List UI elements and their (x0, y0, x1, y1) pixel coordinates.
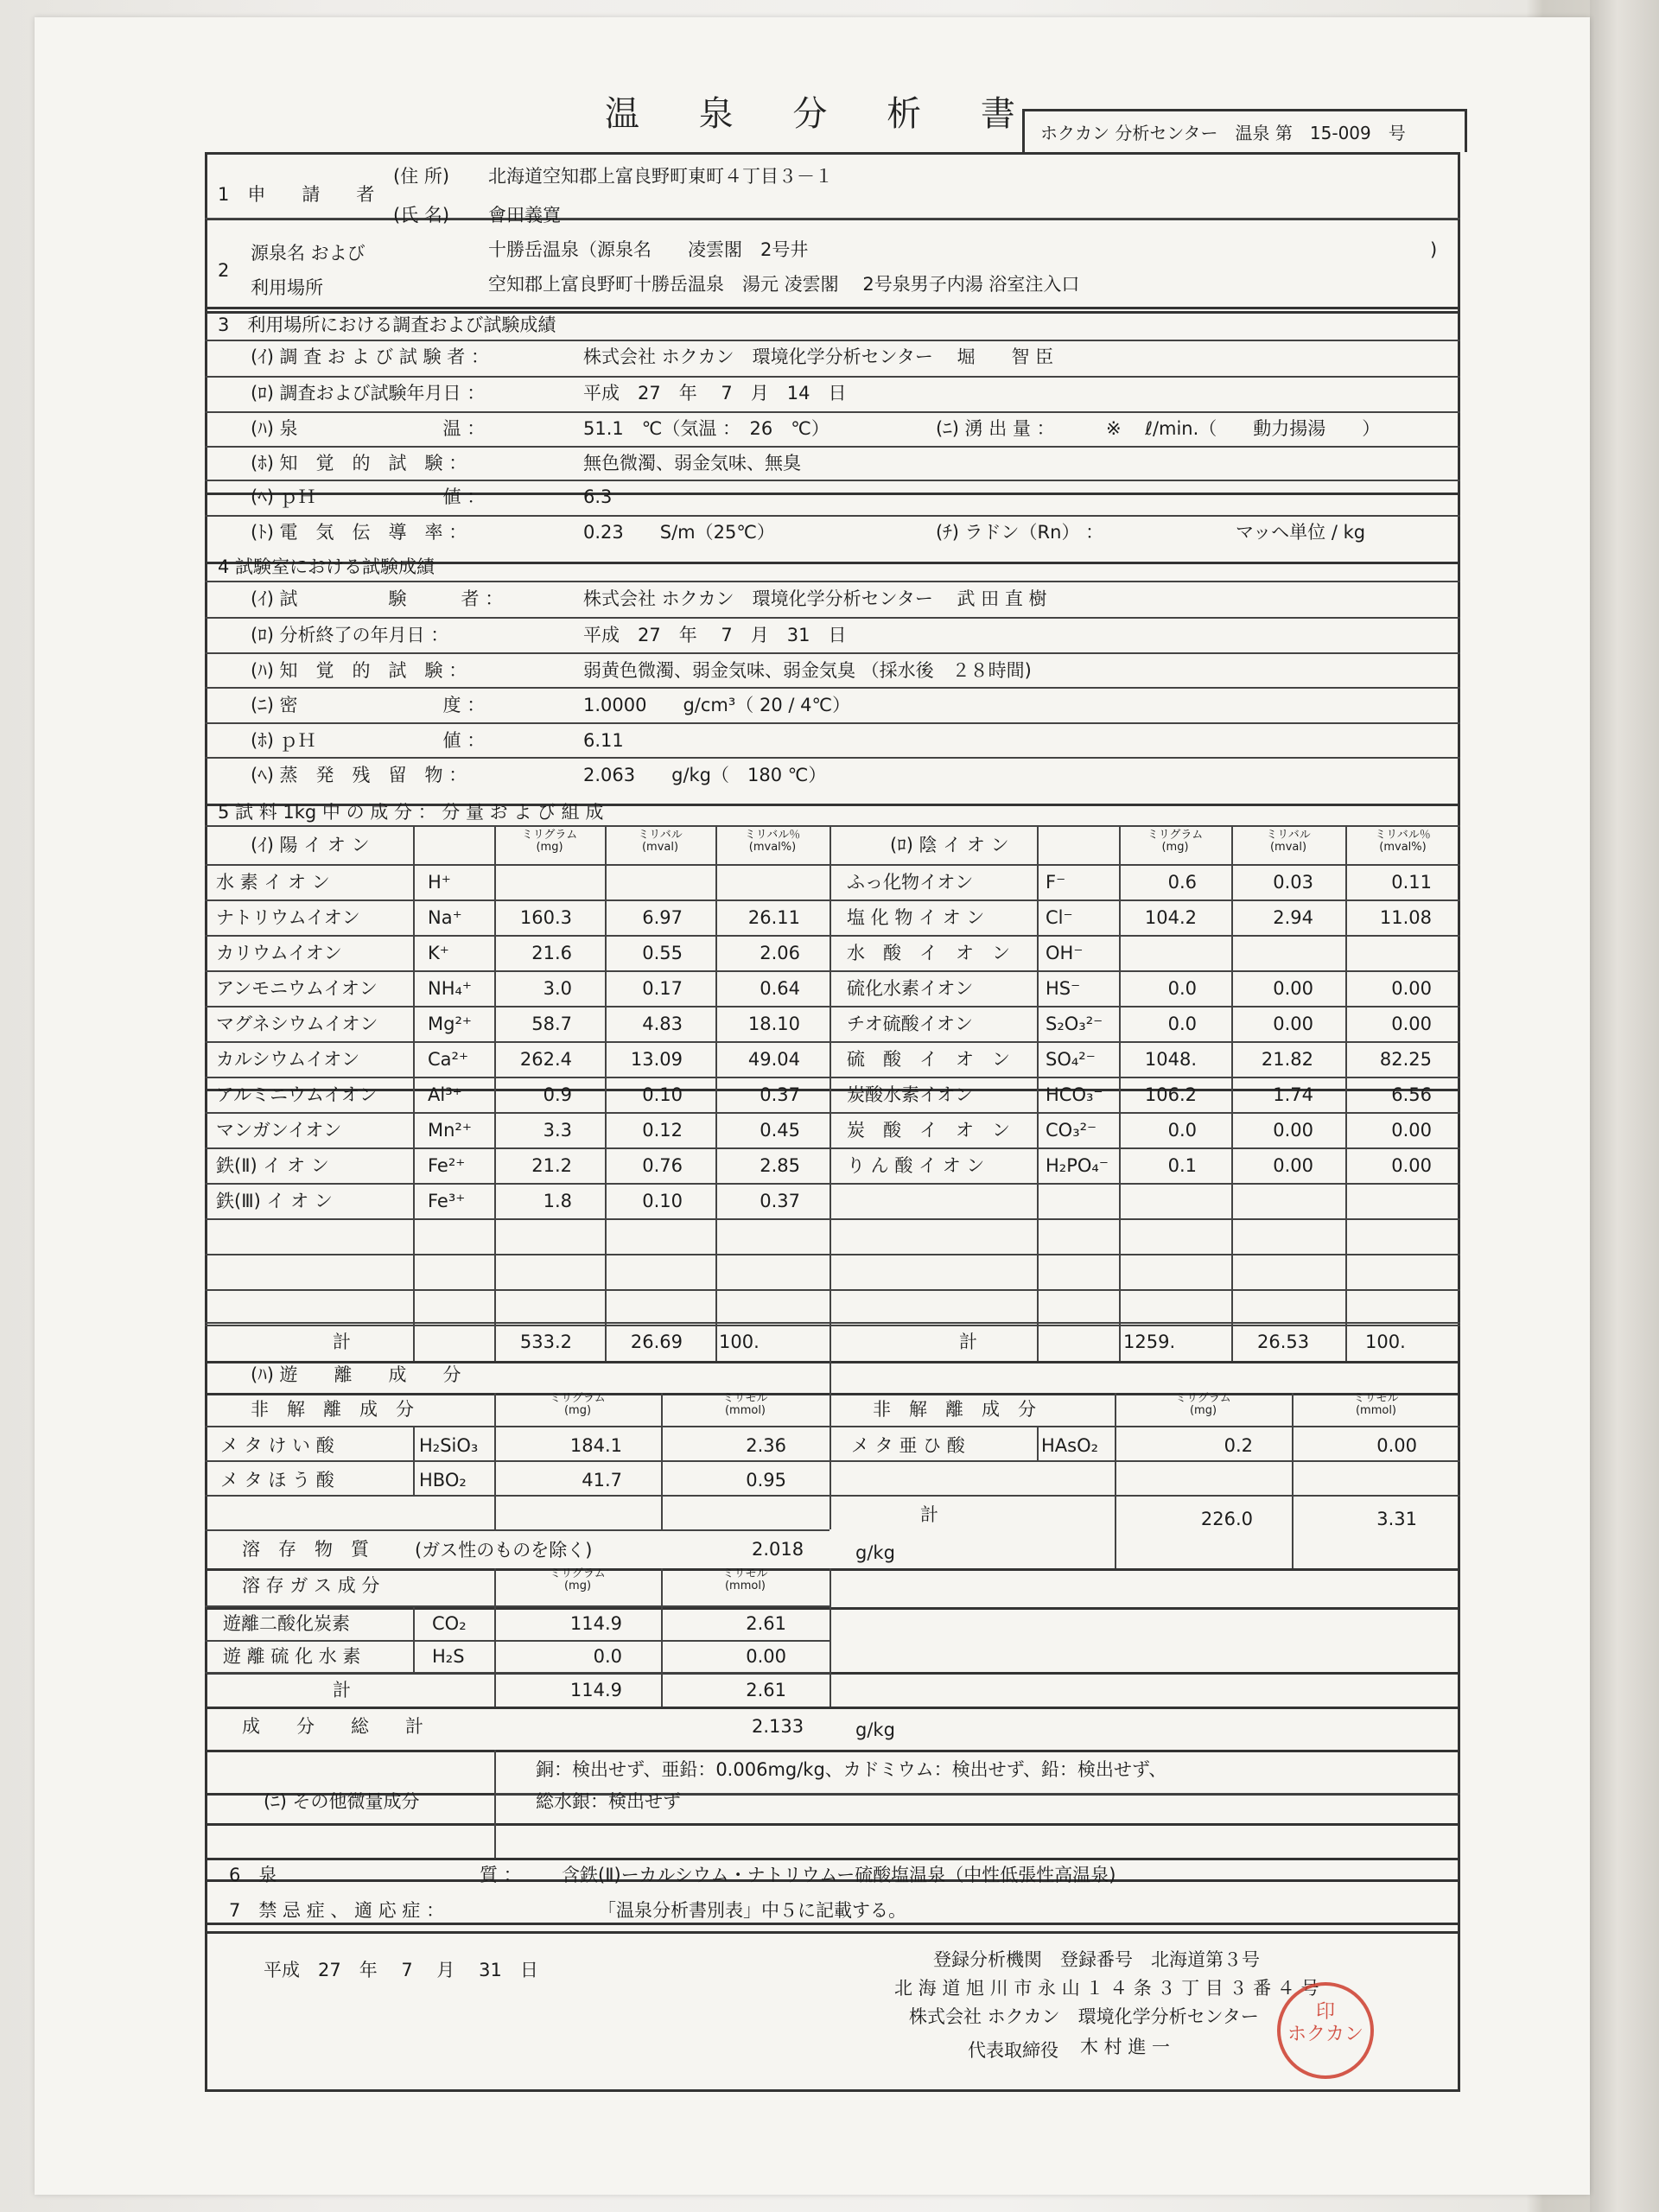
gas-name: 遊離二酸化炭素 (223, 1613, 350, 1634)
gas-mg-header: ミリグラム (mg) (550, 1567, 606, 1592)
radon-label: (ﾁ) ラドン（Rn） ： (936, 522, 1104, 543)
gas-mmol-header: ミリモル (mmol) (722, 1567, 768, 1592)
cation-name: マグネシウムイオン (216, 1014, 378, 1034)
anion-total-mg: 1259. (1123, 1332, 1176, 1352)
cation-name: カルシウムイオン (216, 1049, 360, 1070)
total-components-unit: g/kg (855, 1719, 895, 1740)
survey-value: 0.23 S/m（25℃） (583, 522, 775, 543)
lab-value: 1.0000 g/cm³（ 20 / 4℃） (583, 695, 851, 715)
free-symbol: HBO₂ (419, 1470, 467, 1491)
column-line (1037, 825, 1039, 1361)
rule-line (205, 1750, 1460, 1752)
anion-mg: 0.0 (1167, 1014, 1197, 1034)
free-name-right: メ タ 亜 ひ 酸 (851, 1435, 965, 1456)
rule-line (205, 864, 1460, 866)
cation-mval: 13.09 (630, 1049, 683, 1070)
rule-line (205, 1077, 1460, 1078)
survey-value: 株式会社 ホクカン 環境化学分析センター 堀 智 臣 (583, 346, 1054, 367)
rule-line (205, 899, 1460, 901)
rule-line (205, 1112, 1460, 1114)
rule-line (205, 1707, 1460, 1709)
anion-mval: 0.00 (1273, 978, 1313, 999)
section-1-label: 1 申 請 者 (218, 184, 375, 205)
anion-symbol: F⁻ (1046, 872, 1066, 893)
free-name: メ タ ほ う 酸 (220, 1470, 334, 1491)
rule-line (205, 307, 1460, 309)
cation-header: (ｲ) 陽 イ オ ン (251, 835, 370, 855)
cation-name: アルミニウムイオン (216, 1084, 378, 1105)
column-header: ミリバル (mval) (638, 829, 683, 854)
dissolved-value: 2.018 (752, 1539, 804, 1560)
cation-mval: 0.76 (642, 1155, 683, 1176)
cation-name: 鉄(Ⅲ) イ オ ン (216, 1191, 333, 1211)
anion-pct: 0.11 (1391, 872, 1432, 893)
anion-mval: 0.00 (1273, 1014, 1313, 1034)
wall-edge (1590, 0, 1659, 2212)
section-5-title: 5 試 料 1kg 中 の 成 分 ： 分 量 お よ び 組 成 (218, 802, 604, 823)
rule-line (205, 1923, 1460, 1925)
quality-value: 含鉄(Ⅱ)ーカルシウム・ナトリウムー硫酸塩温泉（中性低張性高温泉) (562, 1865, 1116, 1885)
anion-name: チオ硫酸イオン (847, 1014, 973, 1034)
survey-value: 無色微濁、弱金気味、無臭 (583, 453, 801, 474)
footer-rep-name: 木 村 進 一 (1080, 2037, 1171, 2057)
rule-line (205, 825, 1460, 827)
lab-label: (ﾛ) 分析終了の年月日 ： (251, 625, 449, 645)
free-mg-header-right: ミリグラム (mg) (1175, 1392, 1231, 1417)
rule-line (205, 1529, 830, 1531)
rule-line (205, 652, 1460, 654)
cation-mg: 21.2 (531, 1155, 572, 1176)
source-close: ) (1430, 239, 1438, 260)
cation-symbol: Ca²⁺ (428, 1049, 469, 1070)
anion-pct: 0.00 (1391, 978, 1432, 999)
column-line (830, 1568, 831, 1707)
cation-mval: 0.17 (642, 978, 683, 999)
cation-mg: 0.9 (543, 1084, 572, 1105)
indication-value: 「温泉分析書別表」中５に記載する。 (598, 1900, 906, 1921)
rule-line (205, 1289, 1460, 1291)
anion-total-pct: 100. (1365, 1332, 1406, 1352)
anion-name: 炭酸水素イオン (847, 1084, 974, 1105)
anion-symbol: S₂O₃²⁻ (1046, 1014, 1103, 1034)
address-label: (住 所) (393, 166, 450, 187)
anion-pct: 11.08 (1379, 907, 1432, 928)
cation-total-mg: 533.2 (519, 1332, 572, 1352)
anion-name: 水 酸 イ オ ン (847, 943, 1010, 963)
cation-symbol: Na⁺ (428, 907, 462, 928)
anion-symbol: H₂PO₄⁻ (1046, 1155, 1109, 1176)
name-value: 會田義寛 (488, 205, 561, 226)
rule-line (205, 1607, 1460, 1610)
lab-label: (ﾍ) 蒸 発 残 留 物 ： (251, 765, 467, 785)
gas-total-mmol: 2.61 (746, 1680, 786, 1700)
cation-symbol: Mn²⁺ (428, 1120, 472, 1141)
rule-line (205, 722, 1460, 724)
cation-name: カリウムイオン (216, 943, 342, 963)
cation-mval: 6.97 (642, 907, 683, 928)
anion-name: り ん 酸 イ オ ン (847, 1155, 985, 1176)
gas-total-label: 計 (333, 1680, 351, 1700)
rule-line (205, 1218, 1460, 1220)
cation-symbol: H⁺ (428, 872, 451, 893)
gas-total-mg: 114.9 (569, 1680, 622, 1700)
rule-line (205, 687, 1460, 689)
free-mg-right: 0.2 (1224, 1435, 1253, 1456)
cation-symbol: Fe²⁺ (428, 1155, 466, 1176)
cation-mval: 0.55 (642, 943, 683, 963)
column-line (830, 825, 831, 1361)
address-value: 北海道空知郡上富良野町東町４丁目３－１ (488, 166, 833, 187)
cation-name: 鉄(Ⅱ) イ オ ン (216, 1155, 329, 1176)
column-line (1292, 1393, 1294, 1568)
free-total-mg: 226.0 (1200, 1509, 1253, 1529)
column-line (1037, 1426, 1039, 1460)
anion-mval: 0.03 (1273, 872, 1313, 893)
rule-line (205, 935, 1460, 937)
anion-mg: 0.1 (1167, 1155, 1197, 1176)
cation-pct: 0.45 (760, 1120, 800, 1141)
gas-name: 遊 離 硫 化 水 素 (223, 1646, 361, 1667)
section-3-title: 3 利用場所における調査および試験成績 (218, 315, 556, 335)
cation-symbol: Fe³⁺ (428, 1191, 466, 1211)
name-label: (氏 名) (393, 205, 450, 226)
rule-line (205, 1605, 830, 1607)
rule-line (205, 1858, 1460, 1860)
anion-total-mval: 26.53 (1257, 1332, 1310, 1352)
cation-pct: 0.64 (760, 978, 800, 999)
cation-symbol: NH₄⁺ (428, 978, 473, 999)
rule-line (205, 1254, 1460, 1255)
anion-symbol: HCO₃⁻ (1046, 1084, 1103, 1105)
gas-symbol: CO₂ (432, 1613, 467, 1634)
rule-line (205, 446, 1460, 448)
anion-mg: 0.6 (1167, 872, 1197, 893)
anion-symbol: OH⁻ (1046, 943, 1084, 963)
cation-mval: 4.83 (642, 1014, 683, 1034)
rule-line (205, 376, 1460, 378)
anion-symbol: Cl⁻ (1046, 907, 1073, 928)
column-line (1115, 1393, 1116, 1568)
indication-label: 7 禁 忌 症 、 適 応 症 ： (229, 1900, 445, 1921)
anion-header: (ﾛ) 陰 イ オ ン (890, 835, 1009, 855)
cation-symbol: K⁺ (428, 943, 449, 963)
gas-mmol: 0.00 (746, 1646, 786, 1667)
cation-pct: 0.37 (760, 1084, 800, 1105)
lab-label: (ﾆ) 密 度 ： (251, 695, 486, 715)
trace-line-1: 銅：検出せず、亜鉛：0.006mg/kg、カドミウム：検出せず、鉛：検出せず、 (536, 1759, 1167, 1780)
anion-mg: 106.2 (1144, 1084, 1197, 1105)
rule-line (205, 480, 1460, 481)
lab-value: 6.11 (583, 730, 624, 751)
free-mg-header: ミリグラム (mg) (550, 1392, 606, 1417)
nondiss-header-left: 非 解 離 成 分 (251, 1399, 414, 1420)
anion-symbol: SO₄²⁻ (1046, 1049, 1096, 1070)
radon-value: マッヘ単位 / kg (1236, 522, 1366, 543)
survey-label: (ﾊ) 泉 温 ： (251, 418, 486, 439)
rule-line (205, 1041, 1460, 1043)
cation-mg: 21.6 (531, 943, 572, 963)
rule-line (205, 515, 1460, 517)
rule-line (205, 1568, 1460, 1571)
gas-header: 溶 存 ガ ス 成 分 (242, 1575, 380, 1596)
total-components-label: 成 分 総 計 (242, 1716, 423, 1737)
survey-value: 平成 27 年 7 月 14 日 (583, 383, 847, 404)
column-header: ミリバル (mval) (1266, 829, 1311, 854)
source-label: 源泉名 および (251, 243, 365, 264)
rule-line (205, 1322, 1460, 1324)
rule-line (205, 1672, 830, 1674)
free-mg: 41.7 (582, 1470, 622, 1491)
flow-label: (ﾆ) 湧 出 量 ： (936, 418, 1055, 439)
free-mmol-header: ミリモル (mmol) (722, 1392, 768, 1417)
cation-pct: 2.06 (760, 943, 800, 963)
anion-pct: 0.00 (1391, 1155, 1432, 1176)
cation-name: アンモニウムイオン (216, 978, 378, 999)
anion-mval: 0.00 (1273, 1120, 1313, 1141)
rule-line (205, 1183, 1460, 1185)
trace-line-2: 総水銀：検出せず (536, 1791, 681, 1812)
rule-line (205, 617, 1460, 619)
document-number: ホクカン 分析センター 温泉 第 15-009 号 (1022, 109, 1467, 152)
section-4-title: 4 試験室における試験成績 (218, 556, 435, 577)
anion-symbol: CO₃²⁻ (1046, 1120, 1097, 1141)
anion-mg: 0.0 (1167, 1120, 1197, 1141)
cation-pct: 26.11 (747, 907, 800, 928)
dissolved-unit: g/kg (855, 1542, 895, 1563)
rule-line (205, 1460, 1460, 1462)
anion-mg: 104.2 (1144, 907, 1197, 928)
anion-total-label: 計 (959, 1332, 977, 1352)
lab-value: 平成 27 年 7 月 31 日 (583, 625, 847, 645)
rule-line (205, 1426, 1460, 1427)
lab-label: (ｲ) 試 験 者 ： (251, 588, 504, 609)
cation-mval: 0.10 (642, 1191, 683, 1211)
total-components-value: 2.133 (752, 1716, 804, 1737)
quality-label: 6 泉 (229, 1865, 277, 1885)
anion-name: ふっ化物イオン (847, 872, 974, 893)
cation-name: ナトリウムイオン (216, 907, 360, 928)
lab-value: 弱黄色微濁、弱金気味、弱金気臭 （採水後 ２８時間) (583, 660, 1032, 681)
gas-mmol: 2.61 (746, 1613, 786, 1634)
trace-label: (ﾆ) その他微量成分 (264, 1791, 420, 1812)
rule-line (205, 1640, 830, 1642)
cation-symbol: Mg²⁺ (428, 1014, 472, 1034)
footer-rep-label: 代表取締役 (968, 2040, 1058, 2061)
rule-line (205, 581, 1460, 582)
footer-date: 平成 27 年 7 月 31 日 (264, 1960, 538, 1980)
column-line (494, 1750, 496, 1858)
anion-name: 塩 化 物 イ オ ン (847, 907, 985, 928)
rule-line (205, 1006, 1460, 1007)
cation-mg: 58.7 (531, 1014, 572, 1034)
cation-pct: 0.37 (760, 1191, 800, 1211)
anion-pct: 0.00 (1391, 1120, 1432, 1141)
cation-total-pct: 100. (719, 1332, 760, 1352)
flow-value: ※ ℓ/min.（ 動力揚湯 ） (1106, 418, 1381, 439)
cation-mg: 1.8 (543, 1191, 572, 1211)
cation-mg: 3.3 (543, 1120, 572, 1141)
survey-label: (ﾍ) ｐＨ 値 ： (251, 486, 486, 507)
survey-label: (ﾛ) 調査および試験年月日 ： (251, 383, 486, 404)
survey-label: (ﾎ) 知 覚 的 試 験 ： (251, 453, 467, 474)
cation-mval: 0.12 (642, 1120, 683, 1141)
cation-mval: 0.10 (642, 1084, 683, 1105)
cation-total-label: 計 (333, 1332, 351, 1352)
footer-org-2: 北 海 道 旭 川 市 永 山 １ ４ 条 ３ 丁 目 ３ 番 ４ 号 (894, 1978, 1319, 1999)
rule-line (205, 1931, 1460, 1934)
survey-value: 6.3 (583, 486, 613, 507)
anion-pct: 0.00 (1391, 1014, 1432, 1034)
footer-org-1: 登録分析機関 登録番号 北海道第３号 (933, 1949, 1260, 1970)
rule-line (830, 1495, 1460, 1497)
quality-label-2: 質 ： (480, 1865, 522, 1885)
cation-mg: 160.3 (519, 907, 572, 928)
rule-line (205, 757, 1460, 759)
anion-symbol: HS⁻ (1046, 978, 1081, 999)
footer-org-3: 株式会社 ホクカン 環境化学分析センター (909, 2006, 1259, 2027)
lab-label: (ﾊ) 知 覚 的 試 験 ： (251, 660, 467, 681)
survey-value: 51.1 ℃（気温 ： 26 ℃） (583, 418, 830, 439)
cation-name: 水 素 イ オ ン (216, 872, 330, 893)
rule-line (205, 970, 1460, 972)
free-mg: 184.1 (569, 1435, 622, 1456)
anion-mval: 2.94 (1273, 907, 1313, 928)
free-total-mmol: 3.31 (1376, 1509, 1417, 1529)
company-seal-stamp: 印 ホクカン (1277, 1982, 1374, 2079)
anion-mval: 21.82 (1261, 1049, 1313, 1070)
anion-pct: 82.25 (1379, 1049, 1432, 1070)
cation-pct: 2.85 (760, 1155, 800, 1176)
anion-name: 硫化水素イオン (847, 978, 974, 999)
document-title: 温 泉 分 析 書 (605, 94, 1039, 134)
lab-value: 2.063 g/kg（ 180 ℃） (583, 765, 827, 785)
column-header: ミリバル％ (mval%) (744, 829, 801, 854)
column-header: ミリバル％ (mval%) (1375, 829, 1431, 854)
free-mmol-header-right: ミリモル (mmol) (1353, 1392, 1399, 1417)
anion-mval: 0.00 (1273, 1155, 1313, 1176)
gas-mg: 0.0 (593, 1646, 622, 1667)
rule-line (205, 411, 1460, 413)
free-mmol: 0.95 (746, 1470, 786, 1491)
lab-value: 株式会社 ホクカン 環境化学分析センター 武 田 直 樹 (583, 588, 1047, 609)
anion-pct: 6.56 (1391, 1084, 1432, 1105)
nondiss-header-right: 非 解 離 成 分 (873, 1399, 1036, 1420)
cation-total-mval: 26.69 (630, 1332, 683, 1352)
cation-mg: 3.0 (543, 978, 572, 999)
anion-name: 硫 酸 イ オ ン (847, 1049, 1010, 1070)
survey-label: (ｲ) 調 査 お よ び 試 験 者 ： (251, 346, 489, 367)
free-total-label: 計 (920, 1504, 938, 1525)
dissolved-label: 溶 存 物 質 (242, 1539, 369, 1560)
cation-pct: 49.04 (747, 1049, 800, 1070)
free-symbol-right: HAsO₂ (1041, 1435, 1099, 1456)
dissolved-note: (ガス性のものを除く) (415, 1540, 593, 1560)
free-components-header: (ﾊ) 遊 離 成 分 (251, 1364, 461, 1385)
location-value: 空知郡上富良野町十勝岳温泉 湯元 凌雲閣 2号泉男子内湯 浴室注入口 (488, 274, 1080, 295)
free-name: メ タ け い 酸 (220, 1435, 334, 1456)
anion-mval: 1.74 (1273, 1084, 1313, 1105)
survey-label: (ﾄ) 電 気 伝 導 率 ： (251, 522, 467, 543)
anion-name: 炭 酸 イ オ ン (847, 1120, 1010, 1141)
cation-pct: 18.10 (747, 1014, 800, 1034)
rule-line (205, 1325, 1460, 1326)
column-line (830, 1361, 831, 1393)
free-mmol: 2.36 (746, 1435, 786, 1456)
source-value: 十勝岳温泉（源泉名 凌雲閣 2号井 (488, 239, 809, 260)
rule-line (205, 1147, 1460, 1149)
rule-line (205, 340, 1460, 341)
column-header: ミリグラム (mg) (1147, 829, 1204, 854)
cation-mg: 262.4 (519, 1049, 572, 1070)
column-line (413, 825, 415, 1361)
anion-mg: 0.0 (1167, 978, 1197, 999)
anion-mg: 1048. (1144, 1049, 1197, 1070)
cation-symbol: Al³⁺ (428, 1084, 462, 1105)
section-2-label: 2 (218, 260, 230, 281)
rule-line (205, 1823, 1460, 1826)
cation-name: マンガンイオン (216, 1120, 342, 1141)
gas-mg: 114.9 (569, 1613, 622, 1634)
location-label: 利用場所 (251, 277, 323, 298)
free-mmol-right: 0.00 (1376, 1435, 1417, 1456)
lab-label: (ﾎ) ｐＨ 値 ： (251, 730, 486, 751)
gas-symbol: H₂S (432, 1646, 465, 1667)
free-symbol: H₂SiO₃ (419, 1435, 479, 1456)
column-header: ミリグラム (mg) (521, 829, 578, 854)
